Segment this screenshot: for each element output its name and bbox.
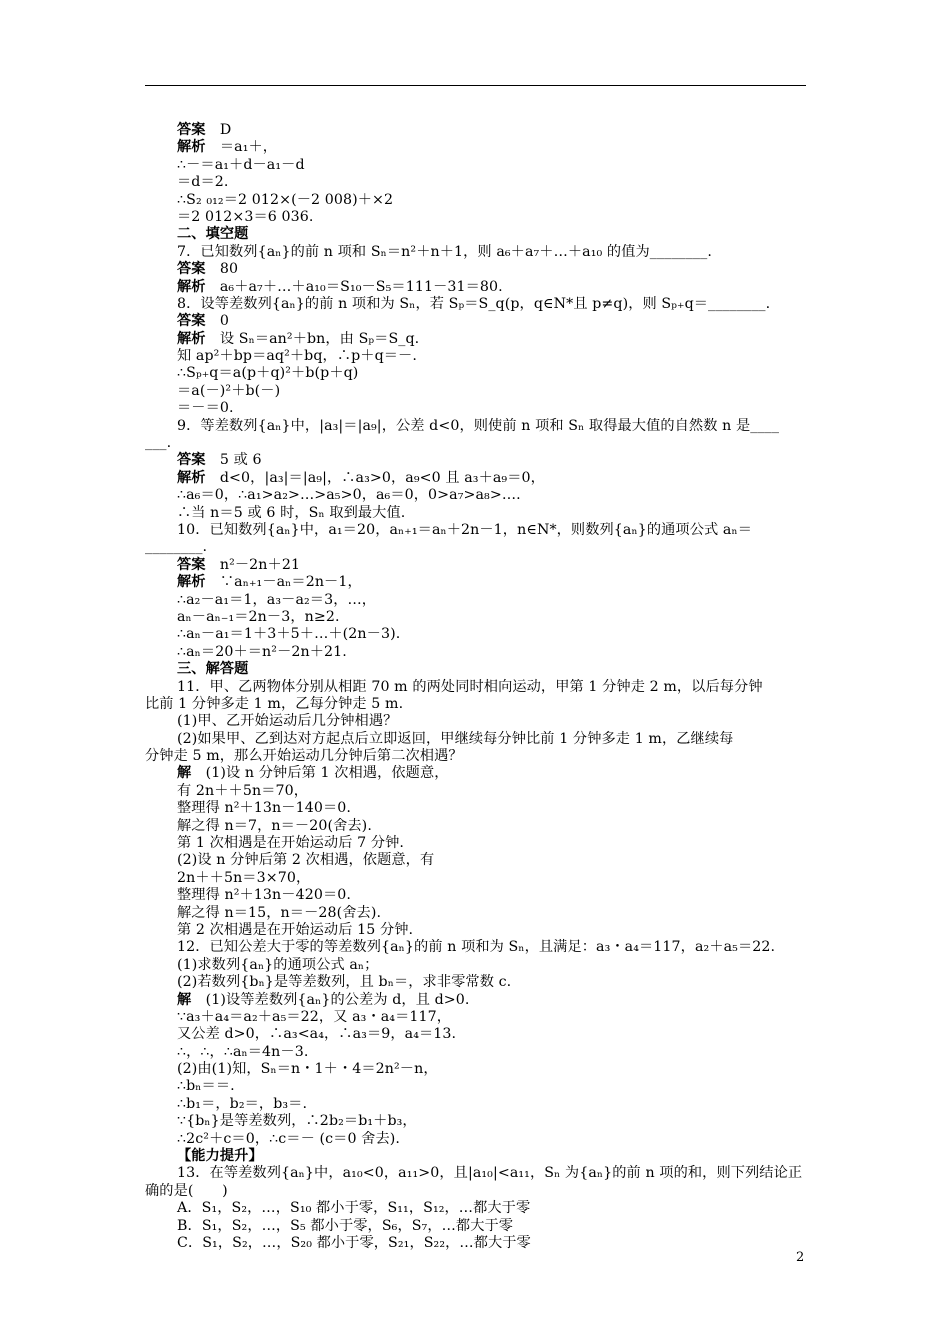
text-line (145, 487, 807, 504)
line-text: 9．等差数列{aₙ}中，|a₃|＝|a₉|，公差 d<0，则使前 n 项和 Sₙ 取得最大值的自然数 n 是____ (177, 417, 780, 434)
line-text: 又公差 d>0，∴a₃<a₄，∴a₃＝9，a₄＝13. (177, 1026, 457, 1043)
line-text: (1)设等差数列{aₙ}的公差为 d，且 d>0. (191, 991, 470, 1008)
text-line (145, 905, 807, 922)
line-text: ∴S₂ ₀₁₂＝2 012×(－2 008)＋×2 (177, 191, 394, 208)
text-line (145, 122, 807, 139)
text-line (145, 1044, 807, 1061)
text-line (145, 731, 807, 748)
text-line (145, 400, 807, 417)
text-line (145, 452, 807, 469)
line-text: 有 2n＋＋5n＝70， (177, 782, 309, 799)
line-text: 8．设等差数列{aₙ}的前 n 项和为 Sₙ，若 Sₚ＝S_q(p，q∈N*且 p≠q)，则 Sₚ₊q＝________. (177, 295, 771, 312)
line-text: B．S₁，S₂，…，S₅ 都小于零，S₆，S₇，…都大于零 (177, 1217, 514, 1234)
line-text: 2n＋＋5n＝3×70， (177, 869, 311, 886)
text-line (145, 557, 807, 574)
text-line (145, 1026, 807, 1043)
line-text: 解之得 n＝15，n＝－28(舍去). (177, 904, 382, 921)
line-text: (2)若数列{bₙ}是等差数列，且 bₙ＝，求非零常数 c. (177, 974, 512, 991)
text-line (145, 522, 807, 539)
text-line (145, 592, 807, 609)
text-line (145, 261, 807, 278)
line-text: (1)甲、乙开始运动后几分钟相遇？ (177, 713, 398, 730)
line-text: ___. (145, 435, 172, 452)
line-label: 答案 (177, 556, 206, 573)
text-line (145, 818, 807, 835)
text-line (145, 1200, 807, 1217)
text-line (145, 1183, 807, 1200)
text-line (145, 296, 807, 313)
line-text: ＝a₁＋， (205, 139, 278, 156)
line-text: 5 或 6 (205, 452, 262, 469)
line-text: 10．已知数列{aₙ}中，a₁＝20，aₙ₊₁＝aₙ＋2n－1，n∈N*，则数列{aₙ}的通项公式 aₙ＝ (177, 521, 752, 538)
text-line (145, 157, 807, 174)
line-text: d<0，|a₃|＝|a₉|，∴a₃>0，a₉<0 且 a₃＋a₉＝0， (205, 469, 545, 486)
line-text: ∴a₂－a₁＝1，a₃－a₂＝3，…， (177, 591, 377, 608)
line-text: ∴b₁＝，b₂＝，b₃＝. (177, 1095, 308, 1112)
text-line (145, 313, 807, 330)
text-line (145, 1009, 807, 1026)
text-line (145, 1096, 807, 1113)
text-line (145, 1148, 807, 1165)
line-label: 答案 (177, 261, 206, 278)
text-line (145, 574, 807, 591)
line-text: ∴，∴，∴aₙ＝4n－3. (177, 1043, 309, 1060)
text-line (145, 1165, 807, 1182)
text-line (145, 783, 807, 800)
line-label: 答案 (177, 452, 206, 469)
line-text: ＝d＝2. (177, 174, 229, 191)
line-text: 确的是( ) (145, 1182, 228, 1199)
line-text: ＝－＝0. (177, 400, 234, 417)
line-text: 12．已知公差大于零的等差数列{aₙ}的前 n 项和为 Sₙ，且满足：a₃・a₄＝117，a₂＋a₅＝22. (177, 939, 776, 956)
text-line (145, 331, 807, 348)
text-line (145, 139, 807, 156)
text-line (145, 192, 807, 209)
line-text: 设 Sₙ＝an²＋bn，由 Sₚ＝S_q. (205, 330, 420, 347)
line-text: 整理得 n²＋13n－140＝0. (177, 800, 351, 817)
text-line (145, 383, 807, 400)
text-line (145, 365, 807, 382)
text-line (145, 661, 807, 678)
text-line (145, 244, 807, 261)
text-line (145, 679, 807, 696)
line-text: C．S₁，S₂，…，S₂₀ 都小于零，S₂₁，S₂₂，…都大于零 (177, 1235, 531, 1251)
line-text: 0 (205, 313, 229, 330)
text-line (145, 626, 807, 643)
text-line (145, 435, 807, 452)
line-label: 解 (177, 991, 192, 1008)
line-text: (2)如果甲、乙到达对方起点后立即返回，甲继续每分钟比前 1 分钟多走 1 m，乙继续每 (177, 730, 734, 747)
line-text: ∵a₃＋a₄＝a₂＋a₅＝22，又 a₃・a₄＝117， (177, 1008, 452, 1025)
line-label: 解析 (177, 469, 206, 486)
document-body (145, 122, 807, 1252)
line-text: (2)设 n 分钟后第 2 次相遇，依题意，有 (177, 852, 435, 869)
line-text: ∵{bₙ}是等差数列，∴2b₂＝b₁＋b₃， (177, 1113, 417, 1130)
line-text: ∴bₙ＝＝. (177, 1078, 235, 1095)
line-text: 11．甲、乙两物体分别从相距 70 m 的两处同时相向运动，甲第 1 分钟走 2 m，以后每分钟 (177, 678, 763, 695)
text-line (145, 348, 807, 365)
line-text: A．S₁，S₂，…，S₁₀ 都小于零，S₁₁，S₁₂，…都大于零 (177, 1200, 531, 1217)
text-line (145, 800, 807, 817)
text-line (145, 852, 807, 869)
text-line (145, 1235, 807, 1252)
line-text: 解之得 n＝7，n＝－20(舍去). (177, 817, 372, 834)
line-text: ∴2c²＋c＝0，∴c＝－ (c＝0 舍去). (177, 1130, 401, 1147)
line-text: ∴－＝a₁＋d－a₁－d (177, 156, 305, 173)
line-text: D (205, 122, 232, 138)
text-line (145, 505, 807, 522)
line-label: 解析 (177, 278, 206, 295)
line-text: ∴a₆＝0，∴a₁>a₂>…>a₅>0，a₆＝0，0>a₇>a₈>…. (177, 487, 521, 504)
text-line (145, 870, 807, 887)
text-line (145, 835, 807, 852)
line-label: 解 (177, 765, 192, 782)
line-label: 解析 (177, 330, 206, 347)
line-text: 比前 1 分钟多走 1 m，乙每分钟走 5 m. (145, 695, 404, 712)
text-line (145, 1218, 807, 1235)
text-line (145, 992, 807, 1009)
line-label: 答案 (177, 122, 206, 138)
text-line (145, 279, 807, 296)
line-text: ＝a(－)²＋b(－) (177, 382, 281, 399)
line-text: ＝2 012×3＝6 036. (177, 208, 314, 225)
text-line (145, 609, 807, 626)
text-line (145, 765, 807, 782)
line-text: 知 ap²＋bp＝aq²＋bq，∴p＋q＝－. (177, 348, 417, 365)
text-line (145, 226, 807, 243)
line-text: 7．已知数列{aₙ}的前 n 项和 Sₙ＝n²＋n＋1，则 a₆＋a₇＋…＋a₁₀ 的值为________. (177, 243, 712, 260)
line-label: 答案 (177, 313, 206, 330)
text-line (145, 1061, 807, 1078)
line-text: 整理得 n²＋13n－420＝0. (177, 887, 351, 904)
line-text: 第 2 次相遇是在开始运动后 15 分钟. (177, 921, 414, 938)
text-line (145, 887, 807, 904)
text-line (145, 922, 807, 939)
line-text: 80 (205, 261, 239, 278)
text-line (145, 209, 807, 226)
line-text: ∴aₙ＝20＋＝n²－2n＋21. (177, 643, 347, 660)
line-text: ________. (145, 539, 208, 556)
line-text: ∴Sₚ₊q＝a(p＋q)²＋b(p＋q) (177, 365, 359, 382)
header-rule (145, 85, 806, 86)
line-text: ∴当 n＝5 或 6 时，Sₙ 取到最大值. (177, 504, 406, 521)
text-line (145, 1131, 807, 1148)
text-line (145, 939, 807, 956)
line-text: 13．在等差数列{aₙ}中，a₁₀<0，a₁₁>0，且|a₁₀|<a₁₁，Sₙ 为{aₙ}的前 n 项的和，则下列结论正 (177, 1165, 803, 1182)
text-line (145, 470, 807, 487)
line-text: aₙ－aₙ₋₁＝2n－3，n≥2. (177, 608, 340, 625)
line-label: 解析 (177, 139, 206, 156)
line-text: (2)由(1)知，Sₙ＝n・1＋・4＝2n²－n， (177, 1061, 438, 1078)
text-line (145, 174, 807, 191)
line-text: n²－2n＋21 (205, 556, 301, 573)
page-number: 2 (796, 1250, 805, 1265)
line-text: a₆＋a₇＋…＋a₁₀＝S₁₀－S₅＝111－31＝80. (205, 278, 503, 295)
text-line (145, 1078, 807, 1095)
line-text: ∴aₙ－a₁＝1＋3＋5＋…＋(2n－3). (177, 626, 401, 643)
text-line (145, 418, 807, 435)
line-text: ∵aₙ₊₁－aₙ＝2n－1， (205, 574, 362, 591)
line-label: 二、填空题 (177, 226, 249, 243)
text-line (145, 974, 807, 991)
line-text: 第 1 次相遇是在开始运动后 7 分钟. (177, 835, 405, 852)
line-text: 分钟走 5 m，那么开始运动几分钟后第二次相遇？ (145, 748, 463, 765)
text-line (145, 539, 807, 556)
line-label: 三、解答题 (177, 661, 249, 678)
line-text: (1)求数列{aₙ}的通项公式 aₙ； (177, 956, 379, 973)
text-line (145, 957, 807, 974)
text-line (145, 748, 807, 765)
text-line (145, 696, 807, 713)
line-label: 【能力提升】 (177, 1148, 263, 1165)
text-line (145, 1113, 807, 1130)
text-line (145, 644, 807, 661)
text-line (145, 713, 807, 730)
line-text: (1)设 n 分钟后第 1 次相遇，依题意， (191, 765, 449, 782)
line-label: 解析 (177, 574, 206, 591)
